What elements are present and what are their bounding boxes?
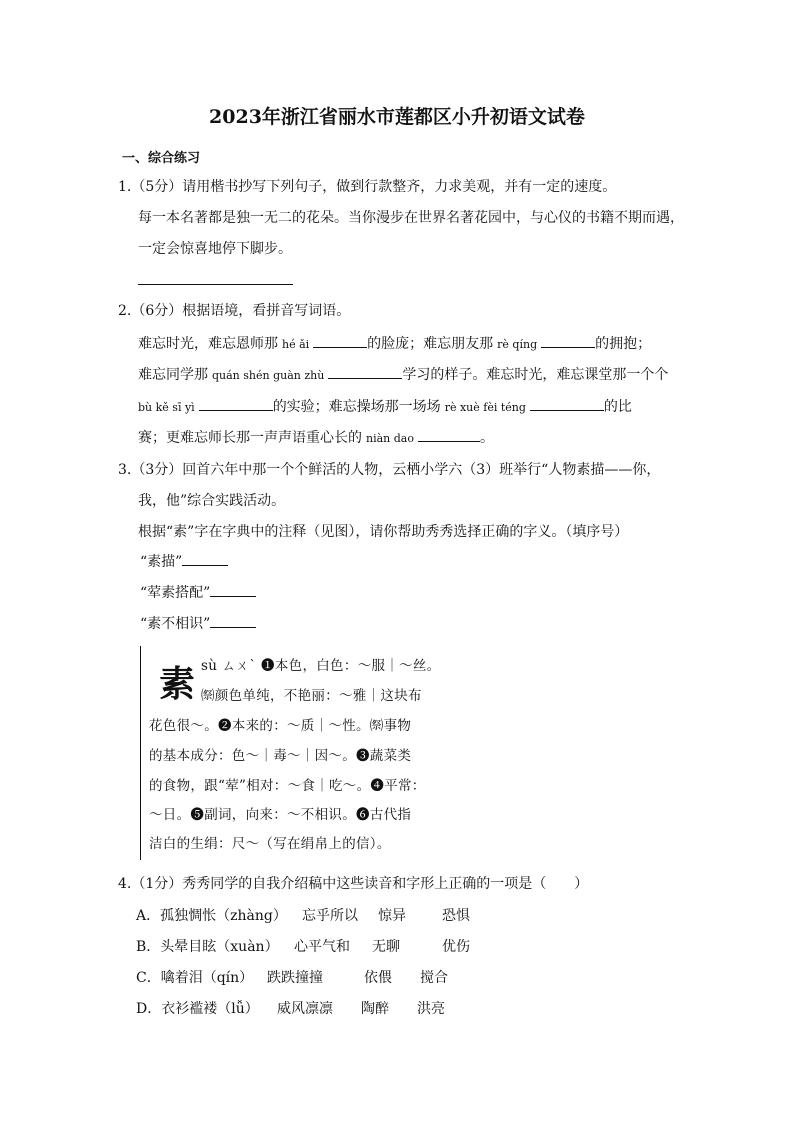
- answer-blank[interactable]: [199, 396, 273, 411]
- q2-line2: [138, 364, 668, 384]
- dict-line: 花色很～。❷本来的：～质｜～性。㉀事物: [149, 718, 412, 734]
- option-label: D．衣衫褴褛（lǚ）: [136, 1001, 259, 1017]
- q1-sentence-line1: 每一本名著都是独一无二的花朵。当你漫步在世界名著花园中，与心仪的书籍不期而遇，: [138, 210, 684, 226]
- option-label: B．头晕目眩（xuàn）: [136, 939, 279, 955]
- q3-stem-line3: 根据“素”字在字典中的注释（见图），请你帮助秀秀选择正确的字义。（填序号）: [138, 524, 629, 540]
- q2-text: 的实验；难忘操场那一场场: [272, 399, 441, 415]
- q1-answer-line[interactable]: [138, 284, 293, 285]
- answer-blank[interactable]: [210, 582, 256, 597]
- q4-option-c[interactable]: [136, 967, 448, 987]
- q2-text: 的比: [603, 399, 632, 415]
- q4-stem: 4.（1分）秀秀同学的自我介绍稿中这些读音和字形上正确的一项是（ ）: [118, 876, 589, 892]
- dictionary-excerpt: [140, 646, 451, 860]
- dict-line: sù ㄙㄨˋ ❶本色，白色：～服｜～丝。: [201, 658, 441, 674]
- q2-text: 赛；更难忘师长那一声声语重心长的: [138, 430, 362, 446]
- answer-blank[interactable]: [182, 551, 228, 566]
- q3-item-label: “素不相识”: [140, 616, 211, 632]
- dict-headword: 素: [159, 663, 196, 705]
- answer-blank[interactable]: [530, 396, 604, 411]
- q3-item-1: [140, 551, 228, 571]
- q3-stem-line1: 3.（3分）回首六年中那一个个鲜活的人物，云栖小学六（3）班举行“人物素描——你，: [118, 462, 661, 478]
- answer-blank[interactable]: [541, 333, 595, 348]
- q2-text: 学习的样子。难忘时光，难忘课堂那一个个: [402, 367, 669, 383]
- q1-stem: 1.（5分）请用楷书抄写下列句子，做到行款整齐，力求美观，并有一定的速度。: [118, 179, 617, 195]
- pinyin-hint: bù kě sī yì: [138, 401, 195, 414]
- q3-item-3: [140, 613, 256, 633]
- option-word: 忘乎所以: [302, 908, 358, 924]
- q3-item-2: [140, 582, 256, 602]
- pinyin-hint: hé ǎi: [282, 338, 310, 351]
- option-word: 陶醉: [361, 1001, 389, 1017]
- option-word: 搅合: [420, 970, 448, 986]
- q2-stem: 2.（6分）根据语境，看拼音写词语。: [118, 303, 351, 319]
- option-word: 依偎: [364, 970, 392, 986]
- option-word: 心平气和: [294, 939, 350, 955]
- answer-blank[interactable]: [313, 333, 367, 348]
- option-label: A．孤独惆怅（zhàng）: [136, 908, 287, 924]
- dict-line: ～日。❺副词，向来：～不相识。❻古代指: [149, 807, 412, 823]
- q2-text: 的拥抱；: [595, 336, 652, 352]
- q2-line1: [138, 333, 651, 353]
- answer-blank[interactable]: [418, 427, 480, 442]
- option-word: 洪亮: [417, 1001, 445, 1017]
- q4-option-d[interactable]: [136, 998, 445, 1018]
- q3-stem-line2: 我，他”综合实践活动。: [138, 493, 286, 509]
- q4-option-a[interactable]: [136, 905, 470, 925]
- q2-text: 。: [479, 430, 494, 446]
- option-word: 惊异: [378, 908, 406, 924]
- option-word: 威风凛凛: [277, 1001, 333, 1017]
- q2-line4: [138, 427, 494, 447]
- option-word: 恐惧: [442, 908, 470, 924]
- q4-option-b[interactable]: [136, 936, 470, 956]
- pinyin-hint: rè xuè fèi téng: [444, 401, 526, 414]
- dict-line: 洁白的生绢：尺～（写在绢帛上的信）。: [149, 836, 391, 852]
- q1-sentence-line2: 一定会惊喜地停下脚步。: [138, 241, 292, 257]
- q2-line3: [138, 396, 632, 416]
- pinyin-hint: quán shén guàn zhù: [212, 369, 325, 382]
- answer-blank[interactable]: [210, 613, 256, 628]
- option-word: 优伤: [442, 939, 470, 955]
- dict-line: 的基本成分：色～｜毒～｜因～。❸蔬菜类: [149, 748, 412, 764]
- q3-item-label: “素描”: [140, 554, 183, 570]
- pinyin-hint: niàn dao: [366, 432, 414, 445]
- option-word: 无聊: [372, 939, 400, 955]
- page-title: 2023年浙江省丽水市莲都区小升初语文试卷: [209, 106, 585, 128]
- pinyin-hint: rè qíng: [497, 338, 538, 351]
- option-label: C．噙着泪（qín）: [136, 970, 254, 986]
- option-word: 跌跌撞撞: [267, 970, 323, 986]
- dict-line: ㉀颜色单纯，不艳丽：～雅｜这块布: [201, 688, 422, 704]
- dict-line: 的食物，跟“荤”相对：～食｜吃～。❹平常：: [149, 778, 426, 794]
- q2-text: 难忘时光，难忘恩师那: [138, 336, 278, 352]
- q2-text: 难忘同学那: [138, 367, 208, 383]
- q2-text: 的脸庞；难忘朋友那: [367, 336, 494, 352]
- q3-item-label: “荤素搭配”: [140, 585, 211, 601]
- answer-blank[interactable]: [328, 364, 402, 379]
- section-heading: 一、综合练习: [122, 151, 201, 166]
